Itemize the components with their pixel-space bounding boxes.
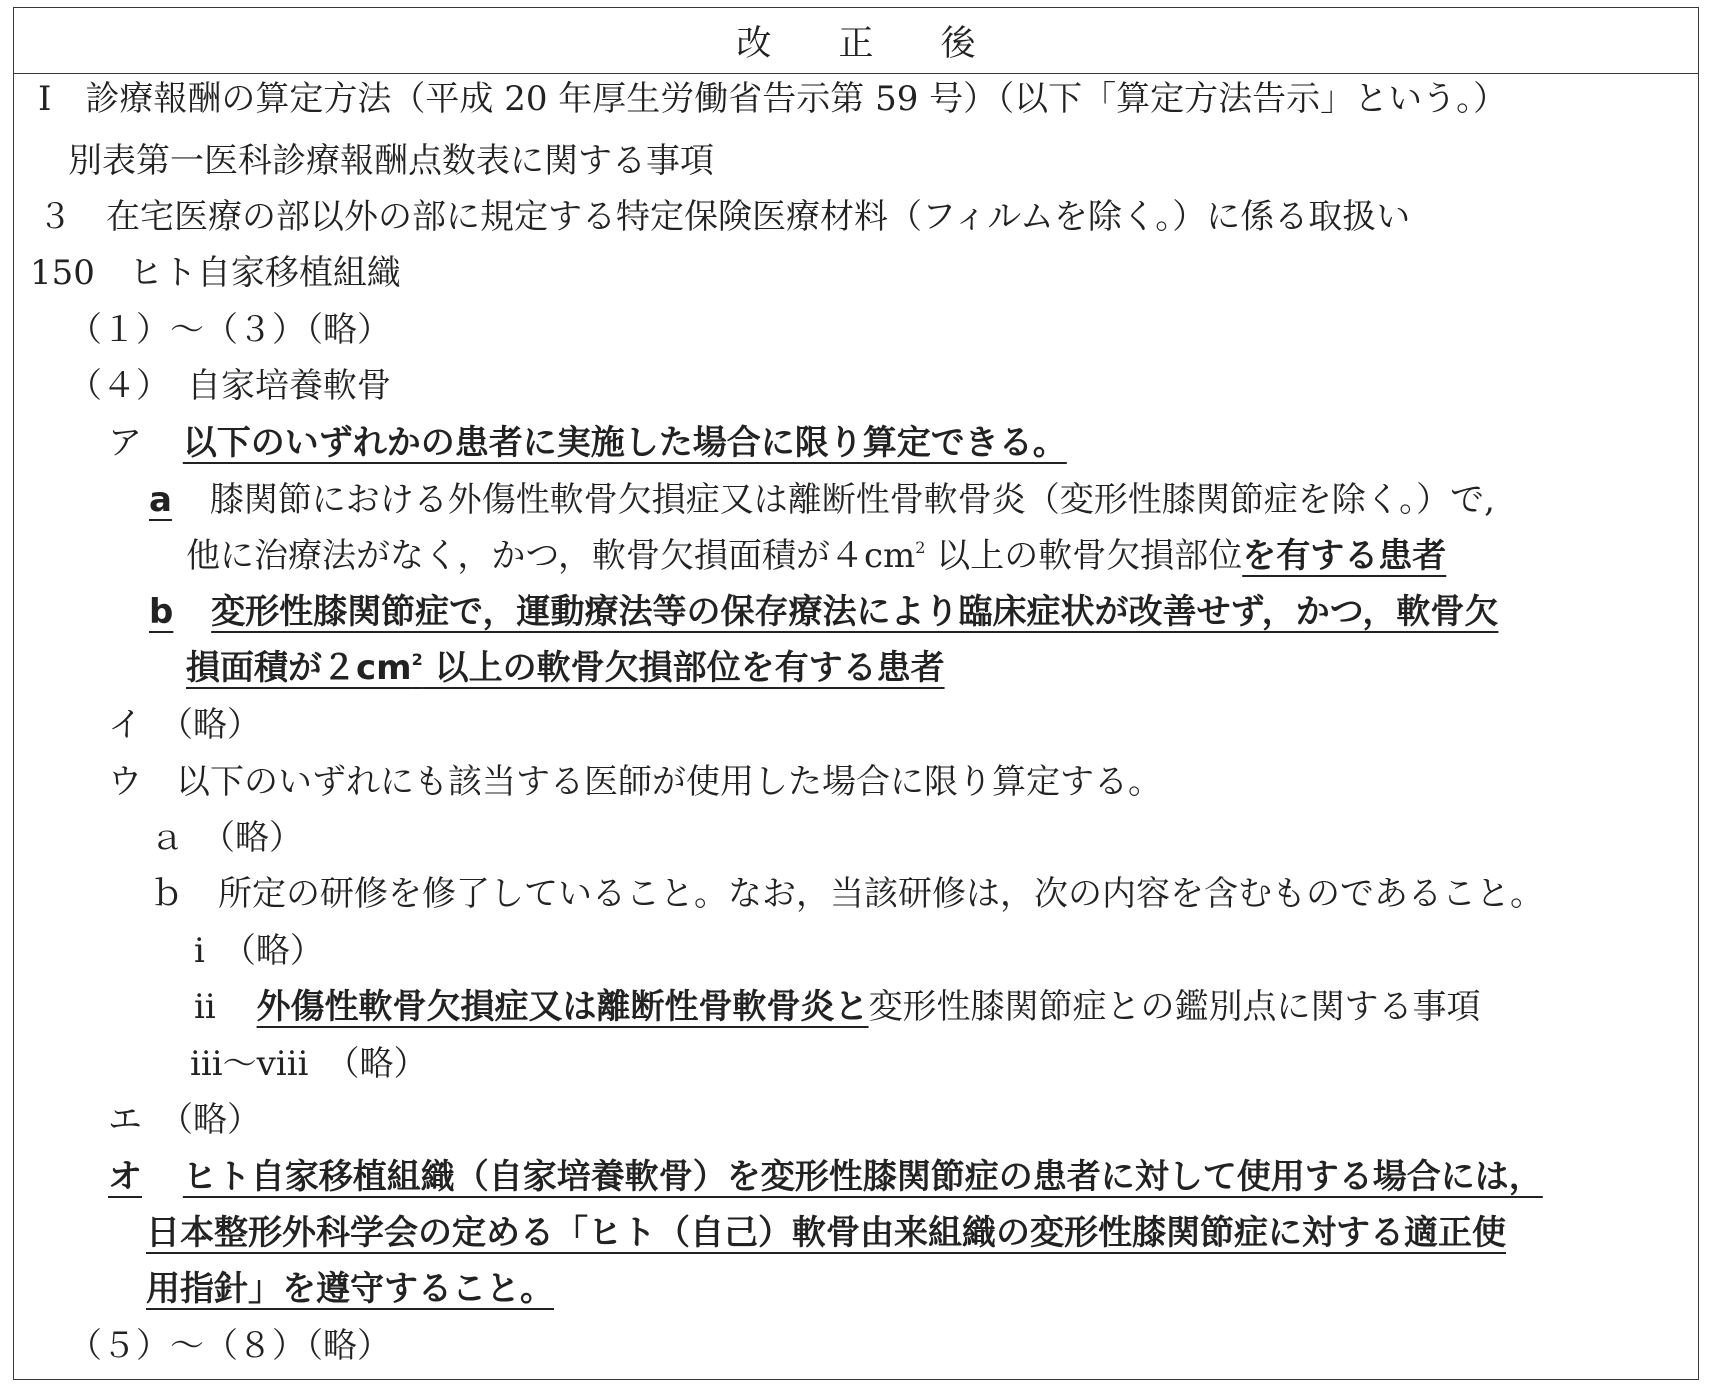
line-u-a: ａ （略） <box>150 818 303 858</box>
superscript-2: 2 <box>915 538 926 557</box>
text-b-latin-cont-2: 以上の軟骨欠損部位を有する患者 <box>422 648 945 688</box>
line-roman-iii-viii: ⅲ～ⅷ （略） <box>190 1044 428 1084</box>
text-roman-ii-amended: 外傷性軟骨欠損症又は離断性骨軟骨炎と <box>256 987 869 1027</box>
text-o-kana: ヒト自家移植組織（自家培養軟骨）を変形性膝関節症の患者に対して使用する場合には， <box>182 1157 1543 1197</box>
mark-b-latin: b <box>149 592 174 632</box>
mark-a-latin: a <box>149 480 172 520</box>
line-o-kana-cont-2: 用指針」を遵守すること。 <box>146 1269 554 1309</box>
line-b-latin <box>146 592 1498 632</box>
text-a-latin: 膝関節における外傷性軟骨欠損症又は離断性骨軟骨炎（変形性膝関節症を除く。）で, <box>209 480 1495 520</box>
text-a-latin-amended: を有する患者 <box>1242 536 1447 576</box>
line-a-kana <box>108 423 1067 463</box>
text-b-latin: 変形性膝関節症で，運動療法等の保存療法により臨床症状が改善せず，かつ，軟骨欠 <box>211 592 1499 632</box>
line-item-150: 150 ヒト自家移植組織 <box>30 253 401 293</box>
line-sub-5-8: （５）～（８）（略） <box>68 1326 391 1366</box>
text-b-latin-cont: 損面積が２cm <box>186 648 412 688</box>
line-i-kana: イ （略） <box>108 705 261 745</box>
mark-o-kana: オ <box>108 1157 142 1197</box>
text-a-latin-cont-2: 以上の軟骨欠損部位 <box>925 536 1243 576</box>
line-roman-ii <box>194 987 1481 1027</box>
line-roman-i: ⅰ （略） <box>194 931 324 971</box>
text-a-latin-cont: 他に治療法がなく，かつ，軟骨欠損面積が４cm <box>186 536 916 576</box>
line-u-kana: ウ 以下のいずれにも該当する医師が使用した場合に限り算定する。 <box>108 762 1162 802</box>
line-sub-4: （４） 自家培養軟骨 <box>68 366 391 406</box>
column-header <box>14 8 1698 74</box>
line-b-latin-cont <box>186 648 945 688</box>
line-section-1: Ⅰ 診療報酬の算定方法（平成 20 年厚生労働省告示第 59 号）（以下「算定方法告示」という。） <box>38 79 1508 119</box>
mark-roman-ii: ⅱ <box>194 987 216 1027</box>
line-item-3: ３ 在宅医療の部以外の部に規定する特定保険医療材料（フィルムを除く。）に係る取扱い <box>38 197 1411 237</box>
text-a-kana: 以下のいずれかの患者に実施した場合に限り算定できる。 <box>182 423 1067 463</box>
line-a-latin <box>146 480 1495 520</box>
line-o-kana-cont-1: 日本整形外科学会の定める「ヒト（自己）軟骨由来組織の変形性膝関節症に対する適正使 <box>146 1213 1506 1253</box>
line-appendix-title: 別表第一医科診療報酬点数表に関する事項 <box>68 141 714 181</box>
line-sub-1-3: （１）～（３）（略） <box>68 310 391 350</box>
line-u-b: ｂ 所定の研修を修了していること。なお，当該研修は，次の内容を含むものであること。 <box>150 874 1544 914</box>
line-e-kana: エ （略） <box>108 1100 261 1140</box>
header-title: 改 正 後 <box>736 23 1004 64</box>
line-a-latin-cont <box>186 536 1446 576</box>
line-o-kana <box>108 1157 1543 1197</box>
mark-a-kana: ア <box>108 423 142 463</box>
superscript-2: 2 <box>411 650 423 669</box>
text-roman-ii: 変形性膝関節症との鑑別点に関する事項 <box>868 987 1481 1027</box>
